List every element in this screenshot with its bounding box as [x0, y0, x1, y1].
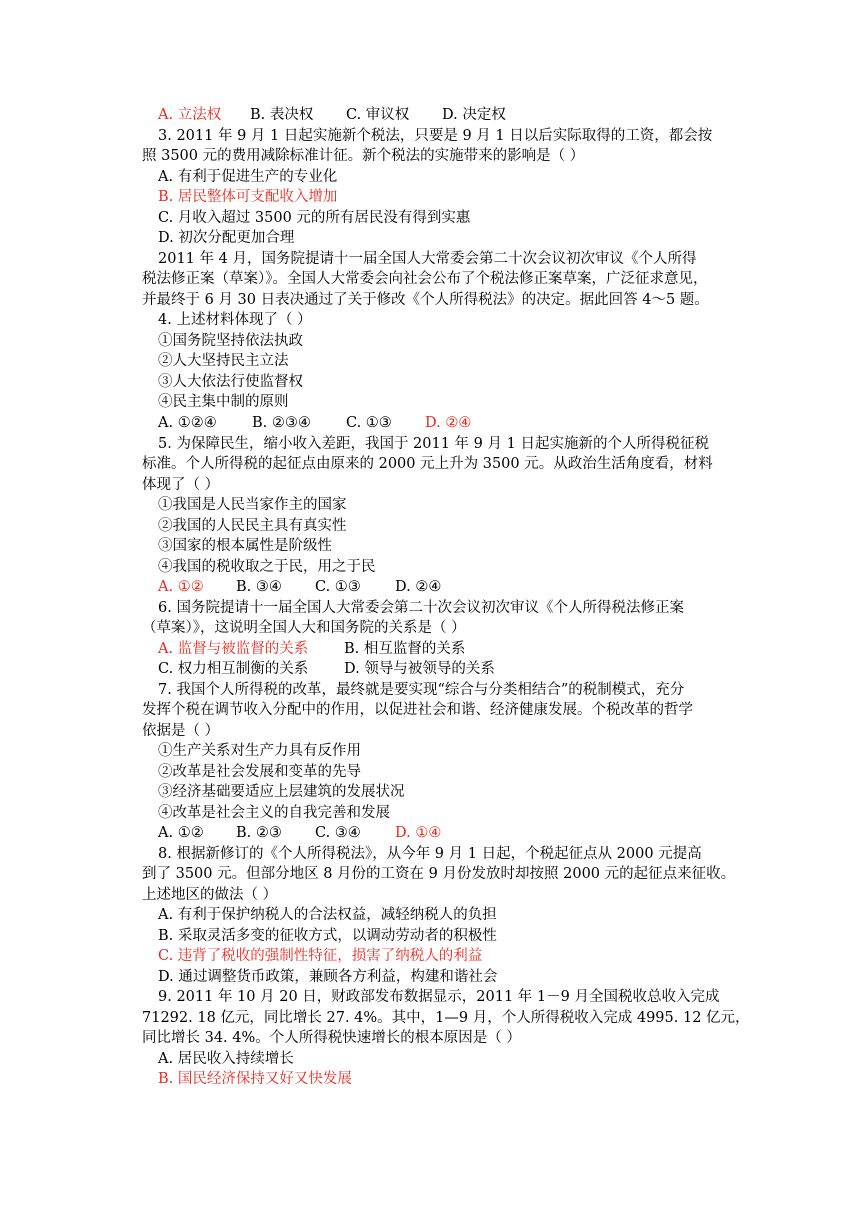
- q4-option-c: C. ①③: [346, 415, 392, 431]
- q5-option-b: B. ③④: [236, 579, 282, 595]
- q4-item-3: ③人大依法行使监督权: [158, 374, 303, 390]
- q9-stem-line-2: 71292. 18 亿元，同比增长 27. 4%。其中，1—9 月，个人所得税收入完成 4995. 12 亿元，: [142, 1010, 750, 1026]
- q5-option-d: D. ②④: [395, 579, 442, 595]
- q5-options: [158, 577, 441, 597]
- q4-option-a: A. ①②④: [158, 415, 217, 431]
- q5-option-a: A. ①②: [158, 579, 204, 595]
- q4-option-d: D. ②④: [425, 415, 472, 431]
- q5-item-2: ②我国的人民民主具有真实性: [158, 518, 347, 534]
- q6-option-d: D. 领导与被领导的关系: [344, 661, 495, 677]
- q6-options-row-1: [158, 639, 465, 659]
- q9-stem-line-3: 同比增长 34. 4%。个人所得税快速增长的根本原因是（ ）: [142, 1030, 521, 1046]
- q7-item-4: ④改革是社会主义的自我完善和发展: [158, 805, 390, 821]
- q5-item-3: ③国家的根本属性是阶级性: [158, 538, 332, 554]
- q8-option-d: D. 通过调整货币政策，兼顾各方利益，构建和谐社会: [158, 969, 498, 985]
- material-line-2: 税法修正案（草案）》。全国人大常委会向社会公布了个税法修正案草案，广泛征求意见，: [142, 271, 708, 287]
- q7-item-2: ②改革是社会发展和变革的先导: [158, 764, 361, 780]
- q7-option-a: A. ①②: [158, 825, 204, 841]
- q5-item-1: ①我国是人民当家作主的国家: [158, 497, 347, 513]
- q6-option-a: A. 监督与被监督的关系: [158, 641, 309, 657]
- q2-option-d: D. 决定权: [442, 107, 506, 123]
- q5-stem-line-3: 体现了（ ）: [142, 477, 220, 493]
- q7-options: [158, 823, 441, 843]
- q3-stem-line-1: 3. 2011 年 9 月 1 日起实施新个税法，只要是 9 月 1 日以后实际取得的工资，都会按: [158, 128, 713, 144]
- q8-stem-line-3: 上述地区的做法（ ）: [142, 887, 278, 903]
- q7-stem-line-1: 7. 我国个人所得税的改革，最终就是要实现“综合与分类相结合”的税制模式，充分: [158, 682, 685, 698]
- q7-item-3: ③经济基础要适应上层建筑的发展状况: [158, 784, 405, 800]
- q9-stem-line-1: 9. 2011 年 10 月 20 日，财政部发布数据显示，2011 年 1－9 月全国税收总收入完成: [158, 989, 720, 1005]
- q9-option-b: B. 国民经济保持又好又快发展: [158, 1071, 352, 1087]
- q8-option-c: C. 违背了税收的强制性特征，损害了纳税人的利益: [158, 948, 483, 964]
- q6-option-b: B. 相互监督的关系: [344, 641, 466, 657]
- q7-stem-line-2: 发挥个税在调节收入分配中的作用，以促进社会和谐、经济健康发展。个税改革的哲学: [142, 702, 693, 718]
- q8-stem-line-2: 到了 3500 元。但部分地区 8 月份的工资在 9 月份发放时却按照 2000 元的起征点来征收。: [142, 866, 736, 882]
- q6-options-row-2: [158, 659, 495, 679]
- q8-option-a: A. 有利于保护纳税人的合法权益，减轻纳税人的负担: [158, 907, 497, 923]
- q6-stem-line-1: 6. 国务院提请十一届全国人大常委会第二十次会议初次审议《个人所得税法修正案: [158, 600, 684, 616]
- q4-item-4: ④民主集中制的原则: [158, 394, 289, 410]
- q2-option-c: C. 审议权: [346, 107, 410, 123]
- q2-options: [158, 105, 506, 125]
- q7-option-d: D. ①④: [395, 825, 442, 841]
- q7-stem-line-3: 依据是（ ）: [142, 723, 220, 739]
- q5-item-4: ④我国的税收取之于民，用之于民: [158, 559, 376, 575]
- q8-option-b: B. 采取灵活多变的征收方式，以调动劳动者的积极性: [158, 928, 497, 944]
- q3-option-a: A. 有利于促进生产的专业化: [158, 169, 338, 185]
- q8-stem-line-1: 8. 根据新修订的《个人所得税法》，从今年 9 月 1 日起，个税起征点从 2000 元提高: [158, 846, 702, 862]
- q5-stem-line-2: 标准。个人所得税的起征点由原来的 2000 元上升为 3500 元。从政治生活角度看，材料: [142, 456, 713, 472]
- material-line-3: 并最终于 6 月 30 日表决通过了关于修改《个人所得税法》的决定。据此回答 4～5 题。: [142, 292, 709, 308]
- q6-stem-line-2: （草案）》，这说明全国人大和国务院的关系是（ ）: [142, 620, 466, 636]
- q7-option-c: C. ③④: [315, 825, 361, 841]
- q2-option-b: B. 表决权: [250, 107, 314, 123]
- q5-stem-line-1: 5. 为保障民生，缩小收入差距，我国于 2011 年 9 月 1 日起实施新的个人所得税征税: [158, 436, 709, 452]
- q6-option-c: C. 权力相互制衡的关系: [158, 661, 309, 677]
- material-line-1: 2011 年 4 月，国务院提请十一届全国人大常委会第二十次会议初次审议《个人所得: [158, 251, 697, 267]
- q2-option-a: A. 立法权: [158, 107, 222, 123]
- q3-option-d: D. 初次分配更加合理: [158, 230, 295, 246]
- q4-item-1: ①国务院坚持依法执政: [158, 333, 303, 349]
- q4-option-b: B. ②③④: [252, 415, 311, 431]
- q4-options: [158, 413, 471, 433]
- q4-stem: 4. 上述材料体现了（ ）: [158, 312, 312, 328]
- q5-option-c: C. ①③: [315, 579, 361, 595]
- q7-option-b: B. ②③: [236, 825, 282, 841]
- q9-option-a: A. 居民收入持续增长: [158, 1051, 294, 1067]
- q3-option-b: B. 居民整体可支配收入增加: [158, 189, 338, 205]
- q4-item-2: ②人大坚持民主立法: [158, 353, 289, 369]
- q3-option-c: C. 月收入超过 3500 元的所有居民没有得到实惠: [158, 210, 471, 226]
- q3-stem-line-2: 照 3500 元的费用减除标准计征。新个税法的实施带来的影响是（ ）: [142, 148, 585, 164]
- q7-item-1: ①生产关系对生产力具有反作用: [158, 743, 361, 759]
